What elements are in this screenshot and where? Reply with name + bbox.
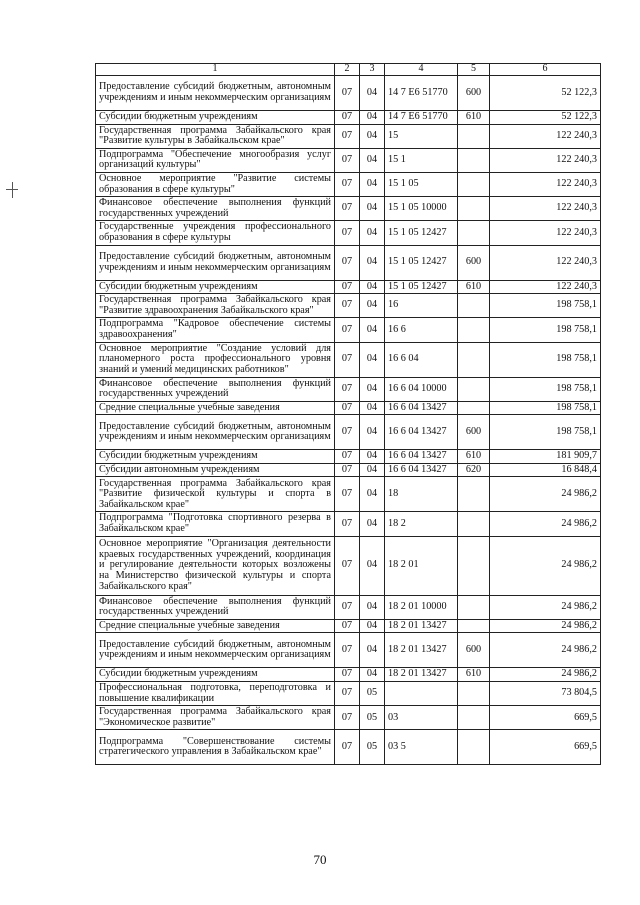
amount-cell: 24 986,2 bbox=[490, 477, 601, 512]
amount-cell: 52 122,3 bbox=[490, 111, 601, 125]
row-name-cell: Государственные учреждения профессионального образования в сфере культуры bbox=[96, 221, 335, 245]
table-row bbox=[96, 633, 601, 668]
expense-type-code-cell bbox=[458, 595, 490, 619]
target-article-code-cell: 15 1 bbox=[385, 148, 458, 172]
target-article-code-cell bbox=[385, 682, 458, 706]
row-name-cell: Предоставление субсидий бюджетным, автономным учреждениям и иным некоммерческим организациям bbox=[96, 245, 335, 280]
subsection-code-cell: 04 bbox=[360, 148, 385, 172]
row-name-cell: Основное мероприятие "Организация деятельности краевых государственных учреждений, координация и регулирование деятельности которых возложены на Министерство физической культуры и спорта Забайкальского края" bbox=[96, 536, 335, 595]
subsection-code-cell: 04 bbox=[360, 463, 385, 477]
amount-cell: 24 986,2 bbox=[490, 633, 601, 668]
amount-cell: 122 240,3 bbox=[490, 124, 601, 148]
subsection-code-cell: 04 bbox=[360, 536, 385, 595]
section-code-cell: 07 bbox=[335, 706, 360, 730]
column-header: 5 bbox=[458, 64, 490, 76]
column-header: 4 bbox=[385, 64, 458, 76]
row-name-cell: Субсидии бюджетным учреждениям bbox=[96, 111, 335, 125]
amount-cell: 73 804,5 bbox=[490, 682, 601, 706]
subsection-code-cell: 04 bbox=[360, 668, 385, 682]
target-article-code-cell: 15 1 05 12427 bbox=[385, 245, 458, 280]
section-code-cell: 07 bbox=[335, 280, 360, 294]
subsection-code-cell: 04 bbox=[360, 512, 385, 536]
section-code-cell: 07 bbox=[335, 401, 360, 415]
table-row bbox=[96, 197, 601, 221]
table-row bbox=[96, 536, 601, 595]
table-row bbox=[96, 450, 601, 464]
target-article-code-cell: 03 5 bbox=[385, 730, 458, 765]
section-code-cell: 07 bbox=[335, 76, 360, 111]
section-code-cell: 07 bbox=[335, 318, 360, 342]
target-article-code-cell: 03 bbox=[385, 706, 458, 730]
table-row bbox=[96, 318, 601, 342]
section-code-cell: 07 bbox=[335, 111, 360, 125]
amount-cell: 181 909,7 bbox=[490, 450, 601, 464]
subsection-code-cell: 04 bbox=[360, 619, 385, 633]
table-row bbox=[96, 377, 601, 401]
row-name-cell: Подпрограмма "Кадровое обеспечение системы здравоохранения" bbox=[96, 318, 335, 342]
section-code-cell: 07 bbox=[335, 463, 360, 477]
section-code-cell: 07 bbox=[335, 450, 360, 464]
row-name-cell: Государственная программа Забайкальского края "Развитие культуры в Забайкальском крае" bbox=[96, 124, 335, 148]
row-name-cell: Основное мероприятие "Развитие системы образования в сфере культуры" bbox=[96, 172, 335, 196]
expense-type-code-cell bbox=[458, 221, 490, 245]
target-article-code-cell: 14 7 Е6 51770 bbox=[385, 76, 458, 111]
amount-cell: 24 986,2 bbox=[490, 536, 601, 595]
budget-table bbox=[95, 63, 601, 765]
row-name-cell: Финансовое обеспечение выполнения функций государственных учреждений bbox=[96, 197, 335, 221]
table-row bbox=[96, 463, 601, 477]
amount-cell: 122 240,3 bbox=[490, 172, 601, 196]
table-row bbox=[96, 415, 601, 450]
row-name-cell: Предоставление субсидий бюджетным, автономным учреждениям и иным некоммерческим организациям bbox=[96, 415, 335, 450]
row-name-cell: Предоставление субсидий бюджетным, автономным учреждениям и иным некоммерческим организациям bbox=[96, 633, 335, 668]
table-row bbox=[96, 619, 601, 633]
expense-type-code-cell: 610 bbox=[458, 280, 490, 294]
subsection-code-cell: 04 bbox=[360, 318, 385, 342]
column-header: 3 bbox=[360, 64, 385, 76]
table-row bbox=[96, 730, 601, 765]
table-row bbox=[96, 76, 601, 111]
row-name-cell: Подпрограмма "Подготовка спортивного резерва в Забайкальском крае" bbox=[96, 512, 335, 536]
amount-cell: 198 758,1 bbox=[490, 415, 601, 450]
row-name-cell: Субсидии автономным учреждениям bbox=[96, 463, 335, 477]
section-code-cell: 07 bbox=[335, 595, 360, 619]
expense-type-code-cell: 600 bbox=[458, 415, 490, 450]
target-article-code-cell: 16 6 04 10000 bbox=[385, 377, 458, 401]
row-name-cell: Средние специальные учебные заведения bbox=[96, 401, 335, 415]
amount-cell: 198 758,1 bbox=[490, 318, 601, 342]
subsection-code-cell: 04 bbox=[360, 401, 385, 415]
section-code-cell: 07 bbox=[335, 682, 360, 706]
subsection-code-cell: 04 bbox=[360, 342, 385, 377]
target-article-code-cell: 18 2 01 13427 bbox=[385, 633, 458, 668]
expense-type-code-cell bbox=[458, 172, 490, 196]
target-article-code-cell: 16 6 04 13427 bbox=[385, 401, 458, 415]
column-header: 6 bbox=[490, 64, 601, 76]
row-name-cell: Субсидии бюджетным учреждениям bbox=[96, 450, 335, 464]
section-code-cell: 07 bbox=[335, 619, 360, 633]
subsection-code-cell: 04 bbox=[360, 245, 385, 280]
target-article-code-cell: 18 bbox=[385, 477, 458, 512]
section-code-cell: 07 bbox=[335, 124, 360, 148]
row-name-cell: Основное мероприятие "Создание условий для планомерного роста профессионального уровня знаний и умений медицинских работников" bbox=[96, 342, 335, 377]
amount-cell: 24 986,2 bbox=[490, 512, 601, 536]
target-article-code-cell: 16 6 04 13427 bbox=[385, 463, 458, 477]
row-name-cell: Государственная программа Забайкальского края "Развитие здравоохранения Забайкальского края" bbox=[96, 294, 335, 318]
expense-type-code-cell bbox=[458, 294, 490, 318]
section-code-cell: 07 bbox=[335, 377, 360, 401]
expense-type-code-cell: 620 bbox=[458, 463, 490, 477]
row-name-cell: Подпрограмма "Совершенствование системы стратегического управления в Забайкальском крае" bbox=[96, 730, 335, 765]
expense-type-code-cell: 610 bbox=[458, 668, 490, 682]
target-article-code-cell: 15 bbox=[385, 124, 458, 148]
expense-type-code-cell: 610 bbox=[458, 450, 490, 464]
expense-type-code-cell: 600 bbox=[458, 76, 490, 111]
amount-cell: 52 122,3 bbox=[490, 76, 601, 111]
table-row bbox=[96, 595, 601, 619]
row-name-cell: Государственная программа Забайкальского края "Развитие физической культуры и спорта в Забайкальском крае" bbox=[96, 477, 335, 512]
expense-type-code-cell bbox=[458, 477, 490, 512]
target-article-code-cell: 15 1 05 12427 bbox=[385, 280, 458, 294]
section-code-cell: 07 bbox=[335, 668, 360, 682]
expense-type-code-cell bbox=[458, 197, 490, 221]
table-row bbox=[96, 342, 601, 377]
subsection-code-cell: 04 bbox=[360, 294, 385, 318]
subsection-code-cell: 04 bbox=[360, 595, 385, 619]
row-name-cell: Профессиональная подготовка, переподготовка и повышение квалификации bbox=[96, 682, 335, 706]
target-article-code-cell: 15 1 05 bbox=[385, 172, 458, 196]
table-row bbox=[96, 221, 601, 245]
target-article-code-cell: 16 bbox=[385, 294, 458, 318]
subsection-code-cell: 04 bbox=[360, 197, 385, 221]
table-body bbox=[96, 76, 601, 765]
amount-cell: 198 758,1 bbox=[490, 342, 601, 377]
amount-cell: 198 758,1 bbox=[490, 294, 601, 318]
amount-cell: 24 986,2 bbox=[490, 595, 601, 619]
subsection-code-cell: 04 bbox=[360, 450, 385, 464]
row-name-cell: Финансовое обеспечение выполнения функций государственных учреждений bbox=[96, 595, 335, 619]
amount-cell: 122 240,3 bbox=[490, 221, 601, 245]
row-name-cell: Государственная программа Забайкальского края "Экономическое развитие" bbox=[96, 706, 335, 730]
table-row bbox=[96, 706, 601, 730]
amount-cell: 122 240,3 bbox=[490, 245, 601, 280]
amount-cell: 16 848,4 bbox=[490, 463, 601, 477]
target-article-code-cell: 16 6 bbox=[385, 318, 458, 342]
target-article-code-cell: 14 7 Е6 51770 bbox=[385, 111, 458, 125]
scan-artifact bbox=[6, 189, 18, 190]
amount-cell: 198 758,1 bbox=[490, 377, 601, 401]
scan-artifact bbox=[12, 182, 13, 198]
expense-type-code-cell bbox=[458, 619, 490, 633]
row-name-cell: Предоставление субсидий бюджетным, автономным учреждениям и иным некоммерческим организациям bbox=[96, 76, 335, 111]
section-code-cell: 07 bbox=[335, 730, 360, 765]
amount-cell: 122 240,3 bbox=[490, 197, 601, 221]
row-name-cell: Финансовое обеспечение выполнения функций государственных учреждений bbox=[96, 377, 335, 401]
target-article-code-cell: 15 1 05 10000 bbox=[385, 197, 458, 221]
expense-type-code-cell bbox=[458, 730, 490, 765]
subsection-code-cell: 04 bbox=[360, 377, 385, 401]
target-article-code-cell: 18 2 01 13427 bbox=[385, 668, 458, 682]
row-name-cell: Субсидии бюджетным учреждениям bbox=[96, 668, 335, 682]
row-name-cell: Субсидии бюджетным учреждениям bbox=[96, 280, 335, 294]
subsection-code-cell: 04 bbox=[360, 172, 385, 196]
section-code-cell: 07 bbox=[335, 148, 360, 172]
subsection-code-cell: 04 bbox=[360, 477, 385, 512]
target-article-code-cell: 18 2 bbox=[385, 512, 458, 536]
amount-cell: 669,5 bbox=[490, 706, 601, 730]
expense-type-code-cell bbox=[458, 706, 490, 730]
subsection-code-cell: 04 bbox=[360, 633, 385, 668]
table-row bbox=[96, 245, 601, 280]
subsection-code-cell: 04 bbox=[360, 415, 385, 450]
expense-type-code-cell bbox=[458, 401, 490, 415]
table-row bbox=[96, 148, 601, 172]
subsection-code-cell: 04 bbox=[360, 221, 385, 245]
amount-cell: 24 986,2 bbox=[490, 668, 601, 682]
section-code-cell: 07 bbox=[335, 221, 360, 245]
target-article-code-cell: 15 1 05 12427 bbox=[385, 221, 458, 245]
row-name-cell: Средние специальные учебные заведения bbox=[96, 619, 335, 633]
amount-cell: 122 240,3 bbox=[490, 280, 601, 294]
target-article-code-cell: 18 2 01 10000 bbox=[385, 595, 458, 619]
page-number: 70 bbox=[313, 852, 327, 867]
section-code-cell: 07 bbox=[335, 342, 360, 377]
table-row bbox=[96, 401, 601, 415]
subsection-code-cell: 04 bbox=[360, 111, 385, 125]
section-code-cell: 07 bbox=[335, 294, 360, 318]
column-header: 2 bbox=[335, 64, 360, 76]
table-header-row bbox=[96, 64, 601, 76]
table-row bbox=[96, 172, 601, 196]
expense-type-code-cell: 600 bbox=[458, 245, 490, 280]
table-row bbox=[96, 477, 601, 512]
table-row bbox=[96, 682, 601, 706]
subsection-code-cell: 04 bbox=[360, 280, 385, 294]
target-article-code-cell: 16 6 04 13427 bbox=[385, 415, 458, 450]
section-code-cell: 07 bbox=[335, 197, 360, 221]
amount-cell: 122 240,3 bbox=[490, 148, 601, 172]
section-code-cell: 07 bbox=[335, 172, 360, 196]
table-row bbox=[96, 294, 601, 318]
expense-type-code-cell bbox=[458, 536, 490, 595]
expense-type-code-cell bbox=[458, 377, 490, 401]
target-article-code-cell: 18 2 01 13427 bbox=[385, 619, 458, 633]
section-code-cell: 07 bbox=[335, 415, 360, 450]
table-row bbox=[96, 512, 601, 536]
table-row bbox=[96, 668, 601, 682]
expense-type-code-cell bbox=[458, 318, 490, 342]
amount-cell: 669,5 bbox=[490, 730, 601, 765]
expense-type-code-cell bbox=[458, 512, 490, 536]
row-name-cell: Подпрограмма "Обеспечение многообразия услуг организаций культуры" bbox=[96, 148, 335, 172]
target-article-code-cell: 16 6 04 13427 bbox=[385, 450, 458, 464]
section-code-cell: 07 bbox=[335, 245, 360, 280]
target-article-code-cell: 16 6 04 bbox=[385, 342, 458, 377]
subsection-code-cell: 04 bbox=[360, 124, 385, 148]
amount-cell: 24 986,2 bbox=[490, 619, 601, 633]
expense-type-code-cell: 610 bbox=[458, 111, 490, 125]
section-code-cell: 07 bbox=[335, 633, 360, 668]
section-code-cell: 07 bbox=[335, 536, 360, 595]
subsection-code-cell: 05 bbox=[360, 730, 385, 765]
subsection-code-cell: 05 bbox=[360, 706, 385, 730]
table-row bbox=[96, 280, 601, 294]
expense-type-code-cell bbox=[458, 148, 490, 172]
amount-cell: 198 758,1 bbox=[490, 401, 601, 415]
target-article-code-cell: 18 2 01 bbox=[385, 536, 458, 595]
section-code-cell: 07 bbox=[335, 477, 360, 512]
expense-type-code-cell: 600 bbox=[458, 633, 490, 668]
table-row bbox=[96, 111, 601, 125]
subsection-code-cell: 05 bbox=[360, 682, 385, 706]
expense-type-code-cell bbox=[458, 342, 490, 377]
section-code-cell: 07 bbox=[335, 512, 360, 536]
table-row bbox=[96, 124, 601, 148]
expense-type-code-cell bbox=[458, 682, 490, 706]
expense-type-code-cell bbox=[458, 124, 490, 148]
subsection-code-cell: 04 bbox=[360, 76, 385, 111]
column-header: 1 bbox=[96, 64, 335, 76]
